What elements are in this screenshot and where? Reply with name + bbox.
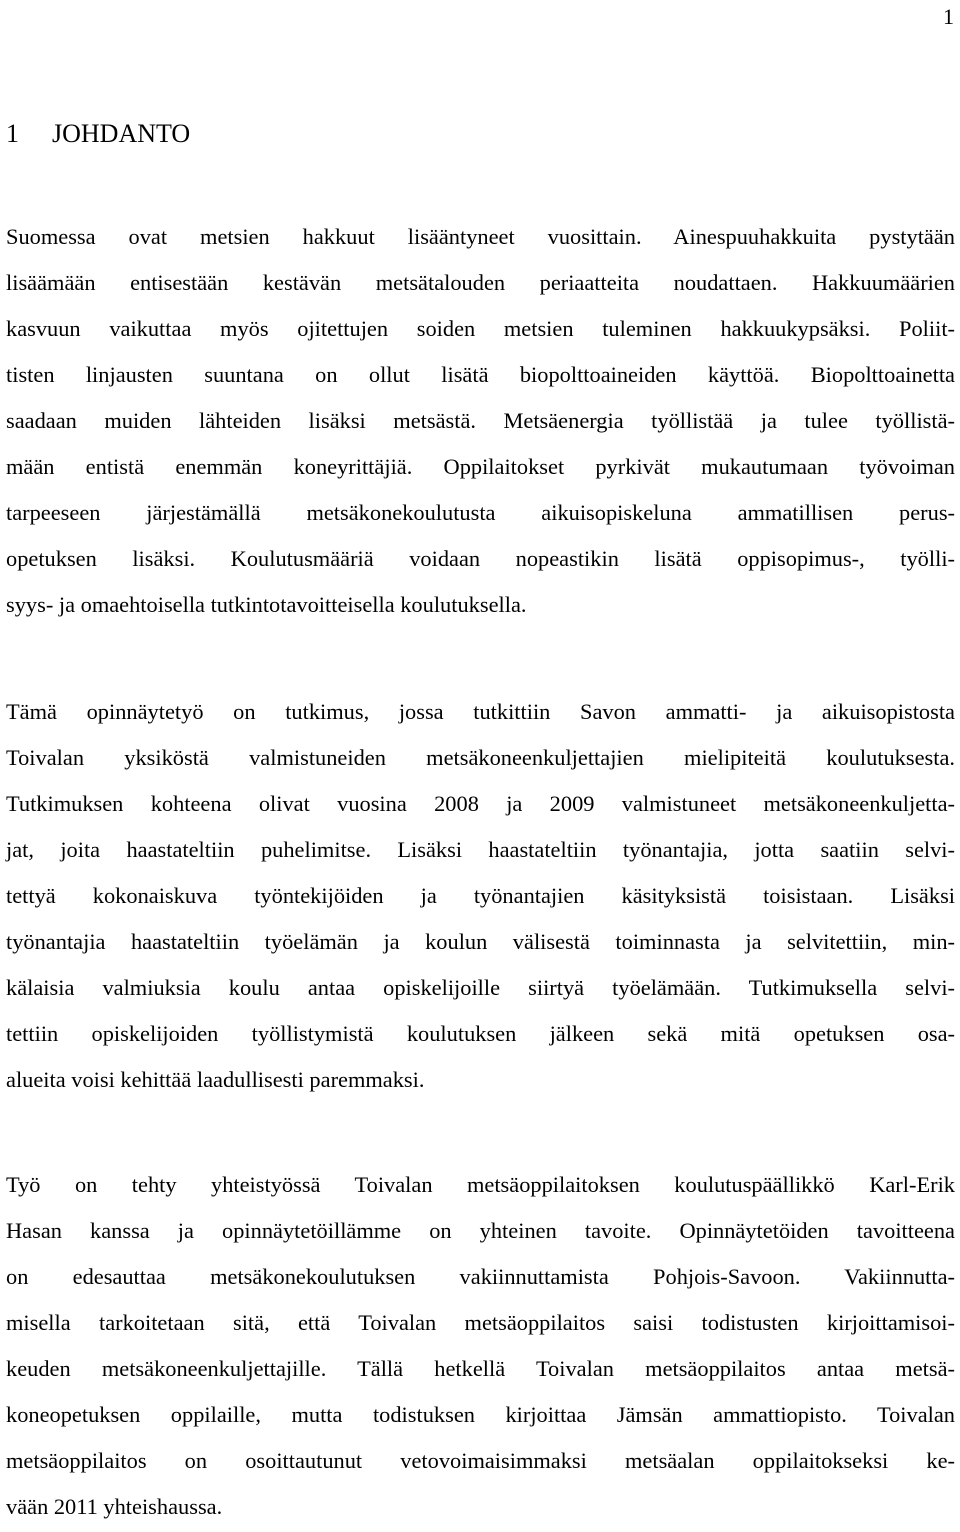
paragraph-line: saadaan muiden lähteiden lisäksi metsästä. Metsäenergia työllistää ja tulee työllistä- [6,408,955,433]
page-number: 1 [943,4,954,29]
paragraph-cooperation [6,1162,955,1530]
chapter-heading [6,118,190,150]
paragraph-line: kasvuun vaikuttaa myös ojitettujen soiden metsien tuleminen hakkuukypsäksi. Poliit- [6,316,955,341]
paragraph-line: Toivalan yksiköstä valmistuneiden metsäkoneenkuljettajien mielipiteitä koulutuksesta. [6,745,955,770]
paragraph-line: Työ on tehty yhteistyössä Toivalan metsäoppilaitoksen koulutuspäällikkö Karl-Erik [6,1172,955,1197]
paragraph-study [6,689,955,1103]
paragraph-line: opetuksen lisäksi. Koulutusmääriä voidaan nopeastikin lisätä oppisopimus-, työlli- [6,546,955,571]
paragraph-line: koneopetuksen oppilaille, mutta todistuksen kirjoittaa Jämsän ammattiopisto. Toivalan [6,1402,955,1427]
paragraph-line: lisäämään entisestään kestävän metsätalouden periaatteita noudattaen. Hakkuumäärien [6,270,955,295]
paragraph-line: Tämä opinnäytetyö on tutkimus, jossa tutkittiin Savon ammatti- ja aikuisopistosta [6,699,955,724]
chapter-number: 1 [6,119,19,148]
paragraph-intro [6,214,955,628]
paragraph-line: syys- ja omaehtoisella tutkintotavoitteisella koulutuksella. [6,592,527,617]
paragraph-line: keuden metsäkoneenkuljettajille. Tällä hetkellä Toivalan metsäoppilaitos antaa metsä- [6,1356,955,1381]
paragraph-line: vään 2011 yhteishaussa. [6,1494,223,1519]
paragraph-line: työnantajia haastateltiin työelämän ja koulun välisestä toiminnasta ja selvitettiin, min- [6,929,955,954]
paragraph-line: misella tarkoitetaan sitä, että Toivalan metsäoppilaitos saisi todistusten kirjoittamisoi- [6,1310,955,1335]
paragraph-line: mään entistä enemmän koneyrittäjiä. Oppilaitokset pyrkivät mukautumaan työvoiman [6,454,955,479]
paragraph-line: metsäoppilaitos on osoittautunut vetovoimaisimmaksi metsäalan oppilaitokseksi ke- [6,1448,955,1473]
paragraph-line: Hasan kanssa ja opinnäytetöillämme on yhteinen tavoite. Opinnäytetöiden tavoitteena [6,1218,955,1243]
paragraph-line: kälaisia valmiuksia koulu antaa opiskelijoille siirtyä työelämään. Tutkimuksella selvi- [6,975,955,1000]
paragraph-line: on edesauttaa metsäkonekoulutuksen vakiinnuttamista Pohjois-Savoon. Vakiinnutta- [6,1264,955,1289]
paragraph-line: tettiin opiskelijoiden työllistymistä koulutuksen jälkeen sekä mitä opetuksen osa- [6,1021,955,1046]
paragraph-line: jat, joita haastateltiin puhelimitse. Lisäksi haastateltiin työnantajia, jotta saatiin selvi- [6,837,955,862]
paragraph-line: tisten linjausten suuntana on ollut lisätä biopolttoaineiden käyttöä. Biopolttoainetta [6,362,955,387]
paragraph-line: alueita voisi kehittää laadullisesti paremmaksi. [6,1067,425,1092]
paragraph-line: Tutkimuksen kohteena olivat vuosina 2008 ja 2009 valmistuneet metsäkoneenkuljetta- [6,791,955,816]
paragraph-line: tettyä kokonaiskuva työntekijöiden ja työnantajien käsityksistä toisistaan. Lisäksi [6,883,955,908]
paragraph-line: Suomessa ovat metsien hakkuut lisääntyneet vuosittain. Ainespuuhakkuita pystytään [6,224,955,249]
paragraph-line: tarpeeseen järjestämällä metsäkonekoulutusta aikuisopiskeluna ammatillisen perus- [6,500,955,525]
chapter-title: JOHDANTO [52,119,191,148]
